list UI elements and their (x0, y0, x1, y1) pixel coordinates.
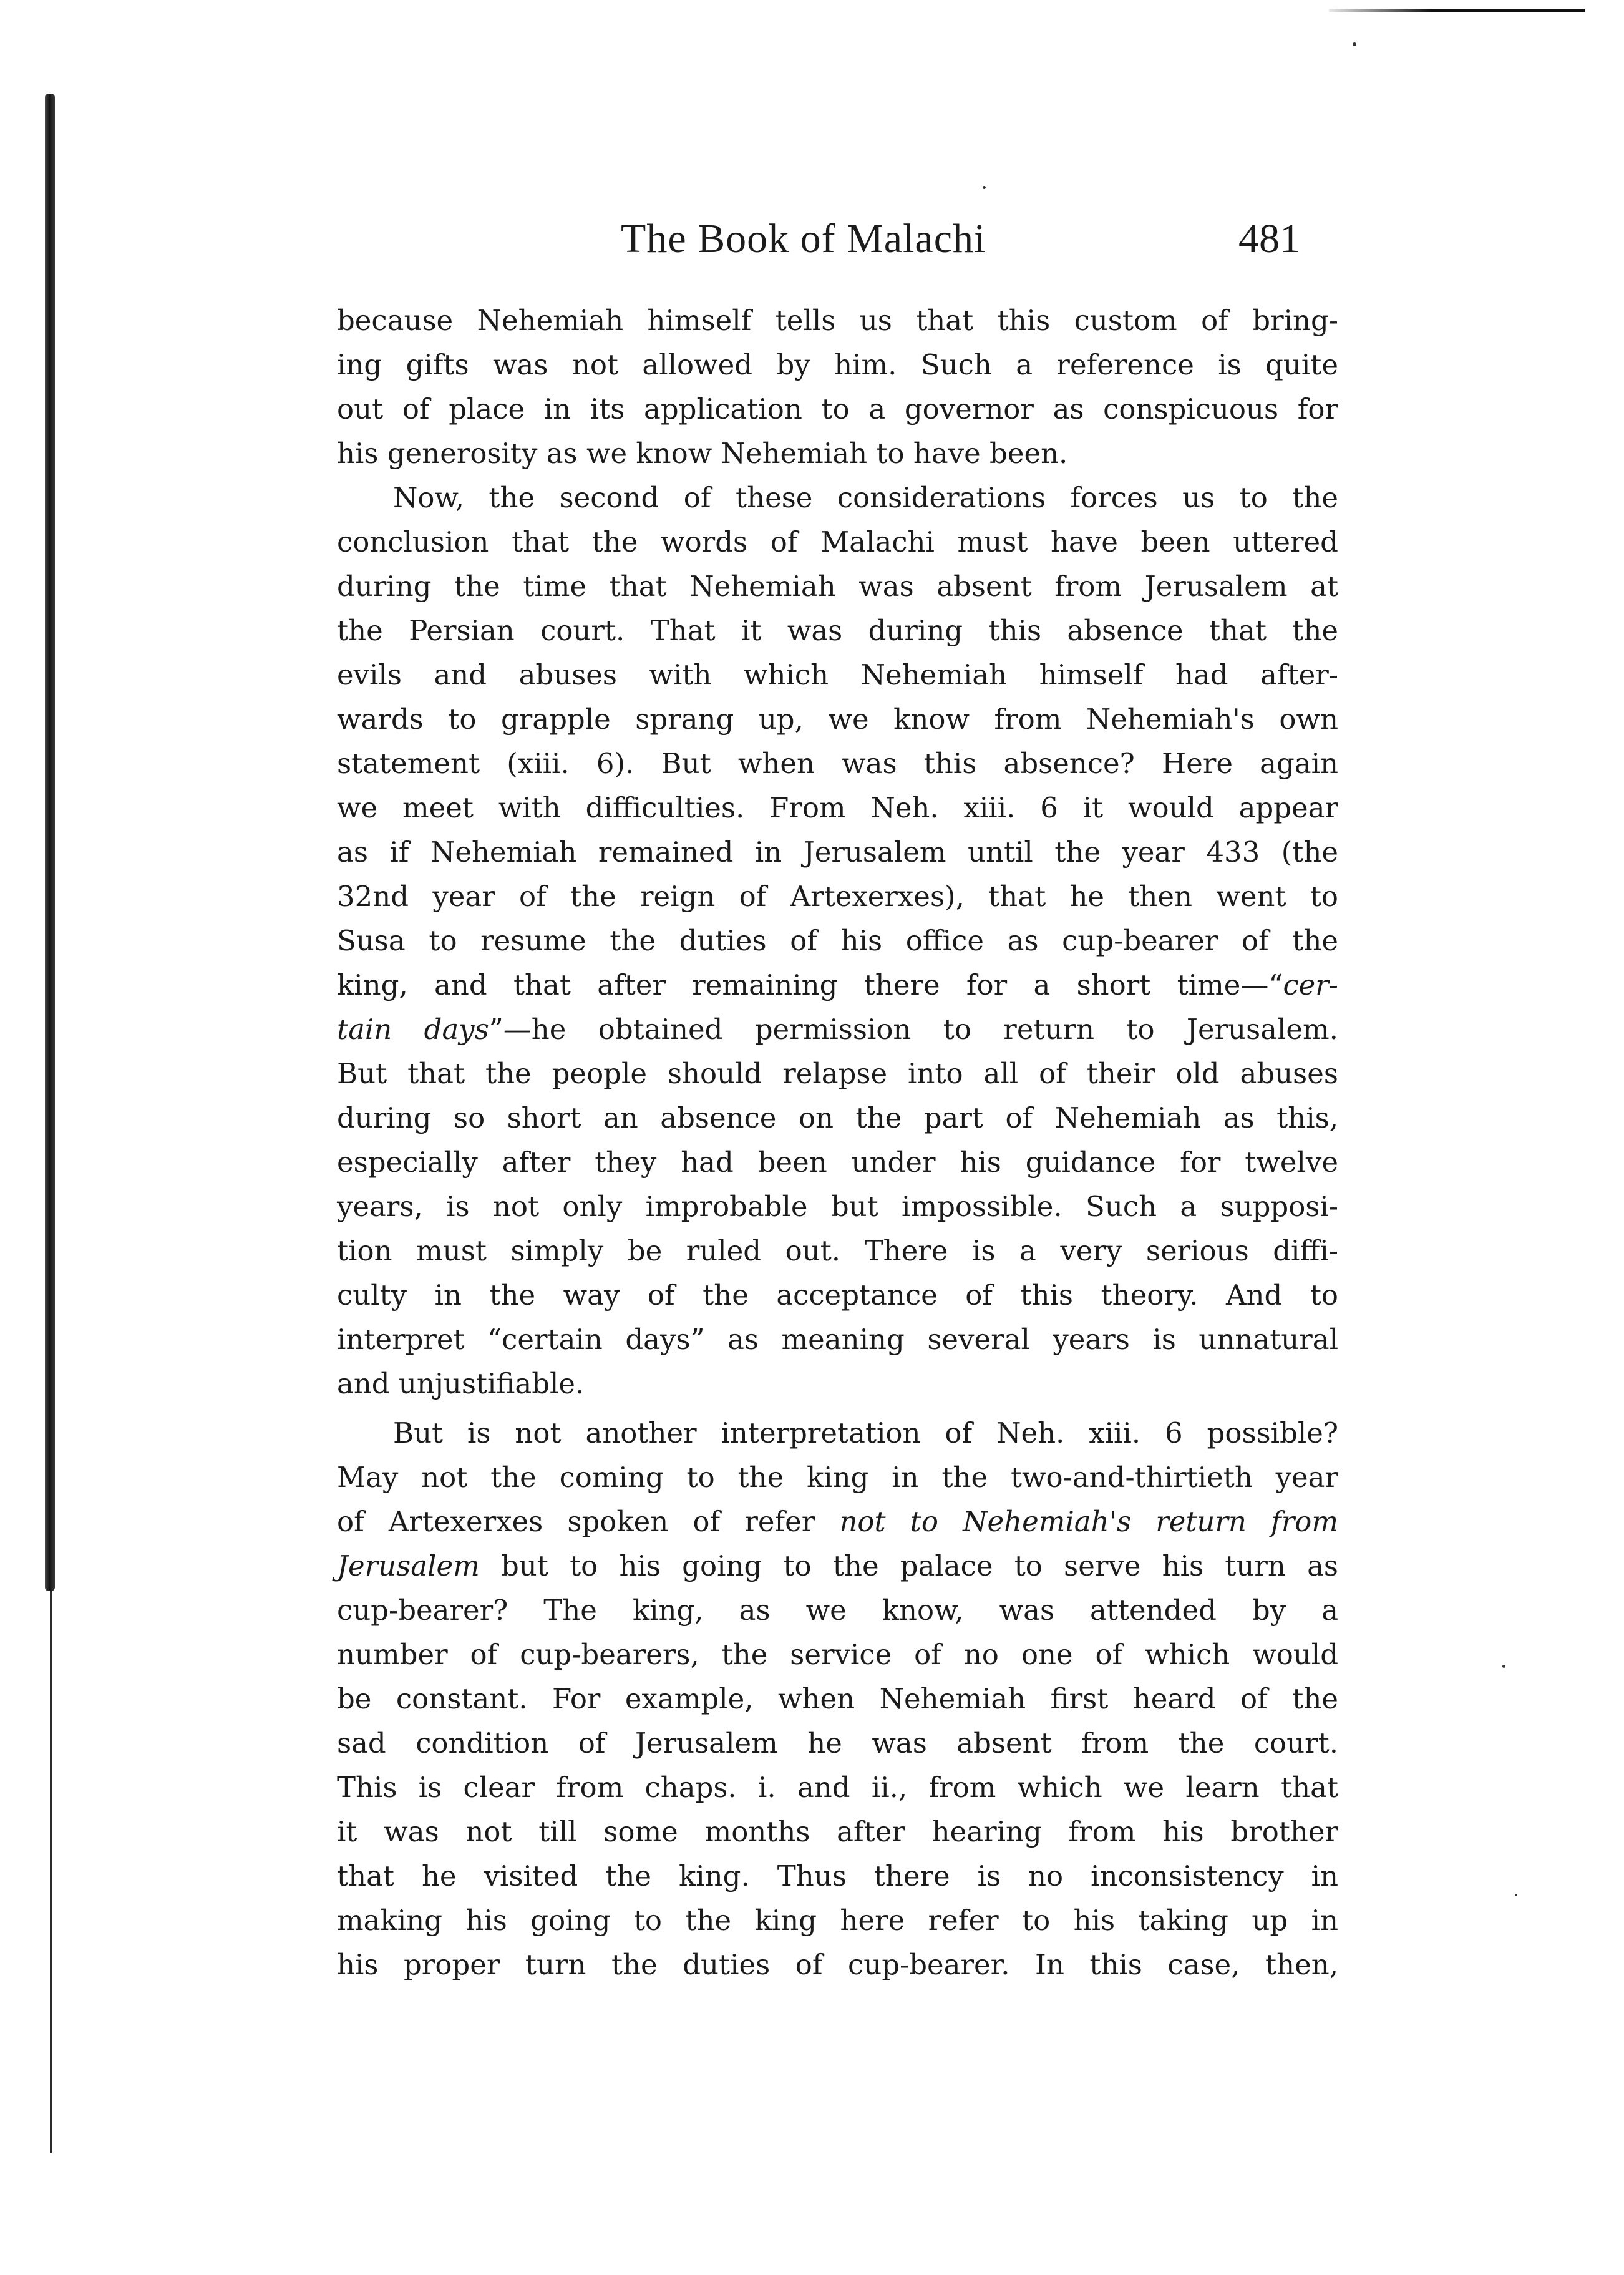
text-line: because Nehemiah himself tells us that this custom of bring- (337, 304, 1338, 337)
text-line: as if Nehemiah remained in Jerusalem until the year 433 (the (337, 835, 1338, 869)
text-line: wards to grapple sprang up, we know from Nehemiah's own (337, 703, 1338, 736)
text-line: and unjustifiable. (337, 1367, 585, 1400)
text-line: But that the people should relapse into all of their old abuses (337, 1057, 1338, 1090)
text-line: his proper turn the duties of cup-bearer. In this case, then, (337, 1948, 1338, 1981)
text-line: ing gifts was not allowed by him. Such a reference is quite (337, 348, 1338, 381)
text-line: conclusion that the words of Malachi must have been uttered (337, 525, 1338, 558)
italic-segment: tain days (337, 1013, 489, 1046)
text-line: Susa to resume the duties of his office as cup-bearer of the (337, 924, 1338, 957)
text-line (337, 1544, 1338, 1588)
text-line: years, is not only improbable but impossible. Such a supposi- (337, 1190, 1338, 1223)
text-line: culty in the way of the acceptance of this theory. And to (337, 1279, 1338, 1312)
text-line: that he visited the king. Thus there is no inconsistency in (337, 1859, 1338, 1893)
scan-mark-top (1329, 9, 1585, 12)
text-line: This is clear from chaps. i. and ii., from which we learn that (337, 1771, 1338, 1804)
scan-speck (1502, 1665, 1505, 1668)
text-segment: but to his going to the palace to serve his turn as (479, 1549, 1338, 1582)
text-line: cup-bearer? The king, as we know, was attended by a (337, 1594, 1338, 1627)
text-line: sad condition of Jerusalem he was absent from the court. (337, 1727, 1338, 1760)
text-line: it was not till some months after hearing from his brother (337, 1815, 1338, 1848)
text-line: 32nd year of the reign of Artexerxes), that he then went to (337, 880, 1338, 913)
text-segment: of Artexerxes spoken of refer (337, 1505, 840, 1538)
text-line: statement (xiii. 6). But when was this absence? Here again (337, 747, 1338, 780)
running-title: The Book of Malachi (621, 216, 986, 261)
binding-shadow-tail (50, 1591, 52, 2153)
text-segment: king, and that after remaining there for a short time—“ (337, 968, 1283, 1001)
italic-segment: not to Nehemiah's return from (839, 1505, 1338, 1538)
running-header (0, 211, 1624, 267)
scan-speck (1353, 42, 1356, 46)
page-number: 481 (1238, 216, 1300, 261)
scan-speck (1515, 1894, 1517, 1896)
text-line: his generosity as we know Nehemiah to have been. (337, 437, 1068, 470)
text-line: interpret “certain days” as meaning several years is unnatural (337, 1323, 1338, 1356)
text-line (337, 1499, 1338, 1544)
text-line: making his going to the king here refer to his taking up in (337, 1904, 1338, 1937)
scan-speck (983, 186, 986, 189)
italic-segment: Jerusalem (337, 1549, 480, 1582)
text-line: be constant. For example, when Nehemiah first heard of the (337, 1682, 1338, 1715)
text-line (337, 1007, 1338, 1051)
text-line: May not the coming to the king in the two-and-thirtieth year (337, 1461, 1338, 1494)
text-line: out of place in its application to a governor as conspicuous for (337, 392, 1338, 426)
paragraph-first-line: Now, the second of these considerations forces us to the (393, 481, 1338, 514)
text-line: number of cup-bearers, the service of no one of which would (337, 1638, 1338, 1671)
binding-shadow (45, 94, 55, 1591)
text-line: evils and abuses with which Nehemiah himself had after- (337, 658, 1338, 691)
body-text (337, 298, 1338, 1987)
text-line: the Persian court. That it was during this absence that the (337, 614, 1338, 647)
text-line: during the time that Nehemiah was absent from Jerusalem at (337, 570, 1338, 603)
text-segment: ”—he obtained permission to return to Jerusalem. (489, 1013, 1338, 1046)
text-line (337, 963, 1338, 1007)
text-line: especially after they had been under his guidance for twelve (337, 1146, 1338, 1179)
text-line: during so short an absence on the part of Nehemiah as this, (337, 1101, 1338, 1134)
paragraph-first-line: But is not another interpretation of Neh. xiii. 6 possible? (393, 1416, 1338, 1449)
text-line: tion must simply be ruled out. There is a very serious diffi- (337, 1234, 1338, 1267)
italic-segment: cer- (1283, 968, 1338, 1001)
text-line: we meet with difficulties. From Neh. xiii. 6 it would appear (337, 791, 1338, 824)
